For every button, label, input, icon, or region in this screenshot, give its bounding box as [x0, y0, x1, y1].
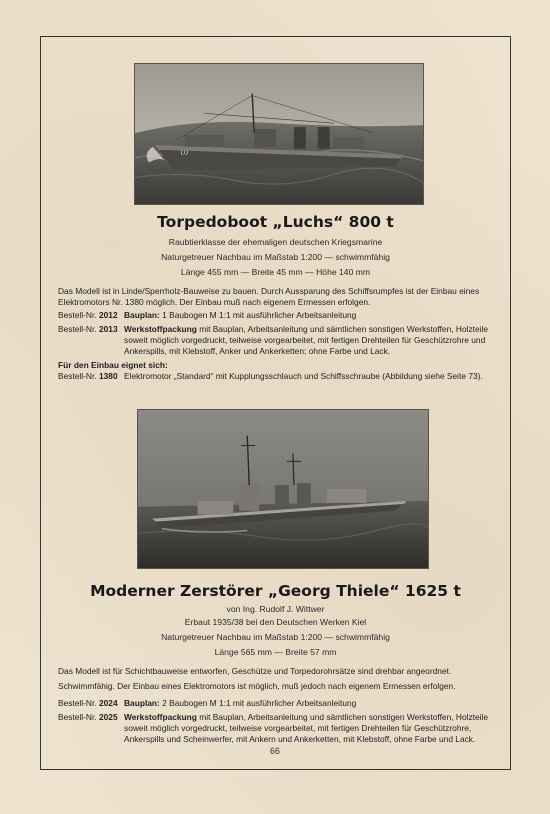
torpedo-boat-photo [134, 63, 424, 205]
order-text: 1 Baubogen M 1:1 mit ausführlicher Arbeitsanleitung [162, 310, 357, 320]
ship2-author-line: von Ing. Rudolf J. Wittwer [226, 604, 325, 614]
order-label: Bestell-Nr. [58, 310, 97, 320]
ship2-description-2: Schwimmfähig. Der Einbau eines Elektromotors ist möglich, muß jedoch nach eigenem Ermessen erfolgen. [58, 681, 456, 691]
destroyer-photo [137, 409, 429, 569]
ship2-dimensions-line: Länge 565 mm — Breite 57 mm [214, 647, 337, 657]
suitable-heading: Für den Einbau eignet sich: [58, 360, 168, 370]
ship2-scale-line: Naturgetreuer Nachbau im Maßstab 1:200 — schwimmfähig [161, 632, 390, 642]
ship2-title: Moderner Zerstörer „Georg Thiele“ 1625 t [90, 582, 461, 600]
order-text: mit Bauplan, Arbeitsanleitung und sämtlichen sonstigen Werkstoffen, Holzteile soweit möglich vorgedruckt, teilweise vorgearbeitet, mit fertigen Drehteilen für Geschützrohre und Ankerspills, mit Klebstoff, Anker und Ankerketten; ohne Farbe und Lack. [124, 324, 489, 356]
ship1-dimensions-line: Länge 455 mm — Breite 45 mm — Höhe 140 mm [180, 267, 371, 277]
order-label: Bestell-Nr. [58, 371, 97, 381]
ship2-built-line: Erbaut 1935/38 bei den Deutschen Werken Kiel [184, 617, 367, 627]
order-kind: Werkstoffpackung [124, 324, 197, 334]
order-text: mit Bauplan, Arbeitsanleitung und sämtlichen sonstigen Werkstoffen, Holzteile soweit möglich vorgedruckt, teilweise vorgearbeitet, mit fertigen Drehteilen für Geschützrohre, Ankerspills und Scheinwerfer, mit Ankern und Ankerketten, mit Klebstoff, ohne Farbe und Lack. [124, 712, 489, 744]
order-number: 2013 [98, 324, 118, 334]
order-label: Bestell-Nr. [58, 698, 97, 708]
svg-text:LU: LU [180, 150, 189, 157]
order-label: Bestell-Nr. [58, 324, 97, 334]
order-number: 2024 [98, 698, 118, 708]
motor-text: Elektromotor „Standard“ mit Kupplungsschlauch und Schiffsschraube (Abbildung siehe Seite 73). [124, 371, 483, 381]
order-number: 2025 [98, 712, 118, 722]
ship1-description: Das Modell ist in Linde/Sperrholz-Bauweise zu bauen. Durch Aussparung des Schiffsrumpfes ist der Einbau eines Elektromotors Nr. 1380 möglich. Der Einbau muß nach eigenem Ermessen erfolgen. [58, 286, 480, 307]
ship1-title: Torpedoboot „Luchs“ 800 t [157, 213, 394, 231]
order-number: 2012 [98, 310, 118, 320]
order-kind: Bauplan: [124, 310, 160, 320]
order-kind: Bauplan: [124, 698, 160, 708]
ship1-scale-line: Naturgetreuer Nachbau im Maßstab 1:200 — schwimmfähig [161, 252, 390, 262]
order-text: 2 Baubogen M 1:1 mit ausführlicher Arbeitsanleitung [162, 698, 357, 708]
ship1-class-line: Raubtierklasse der ehemaligen deutschen Kriegsmarine [168, 237, 383, 247]
ship2-description-1: Das Modell ist für Schichtbauweise entworfen, Geschütze und Torpedorohrsätze sind drehbar angeordnet. [58, 666, 452, 676]
page-number: 66 [269, 746, 280, 756]
order-number: 1380 [98, 371, 118, 381]
order-label: Bestell-Nr. [58, 712, 97, 722]
order-kind: Werkstoffpackung [124, 712, 197, 722]
